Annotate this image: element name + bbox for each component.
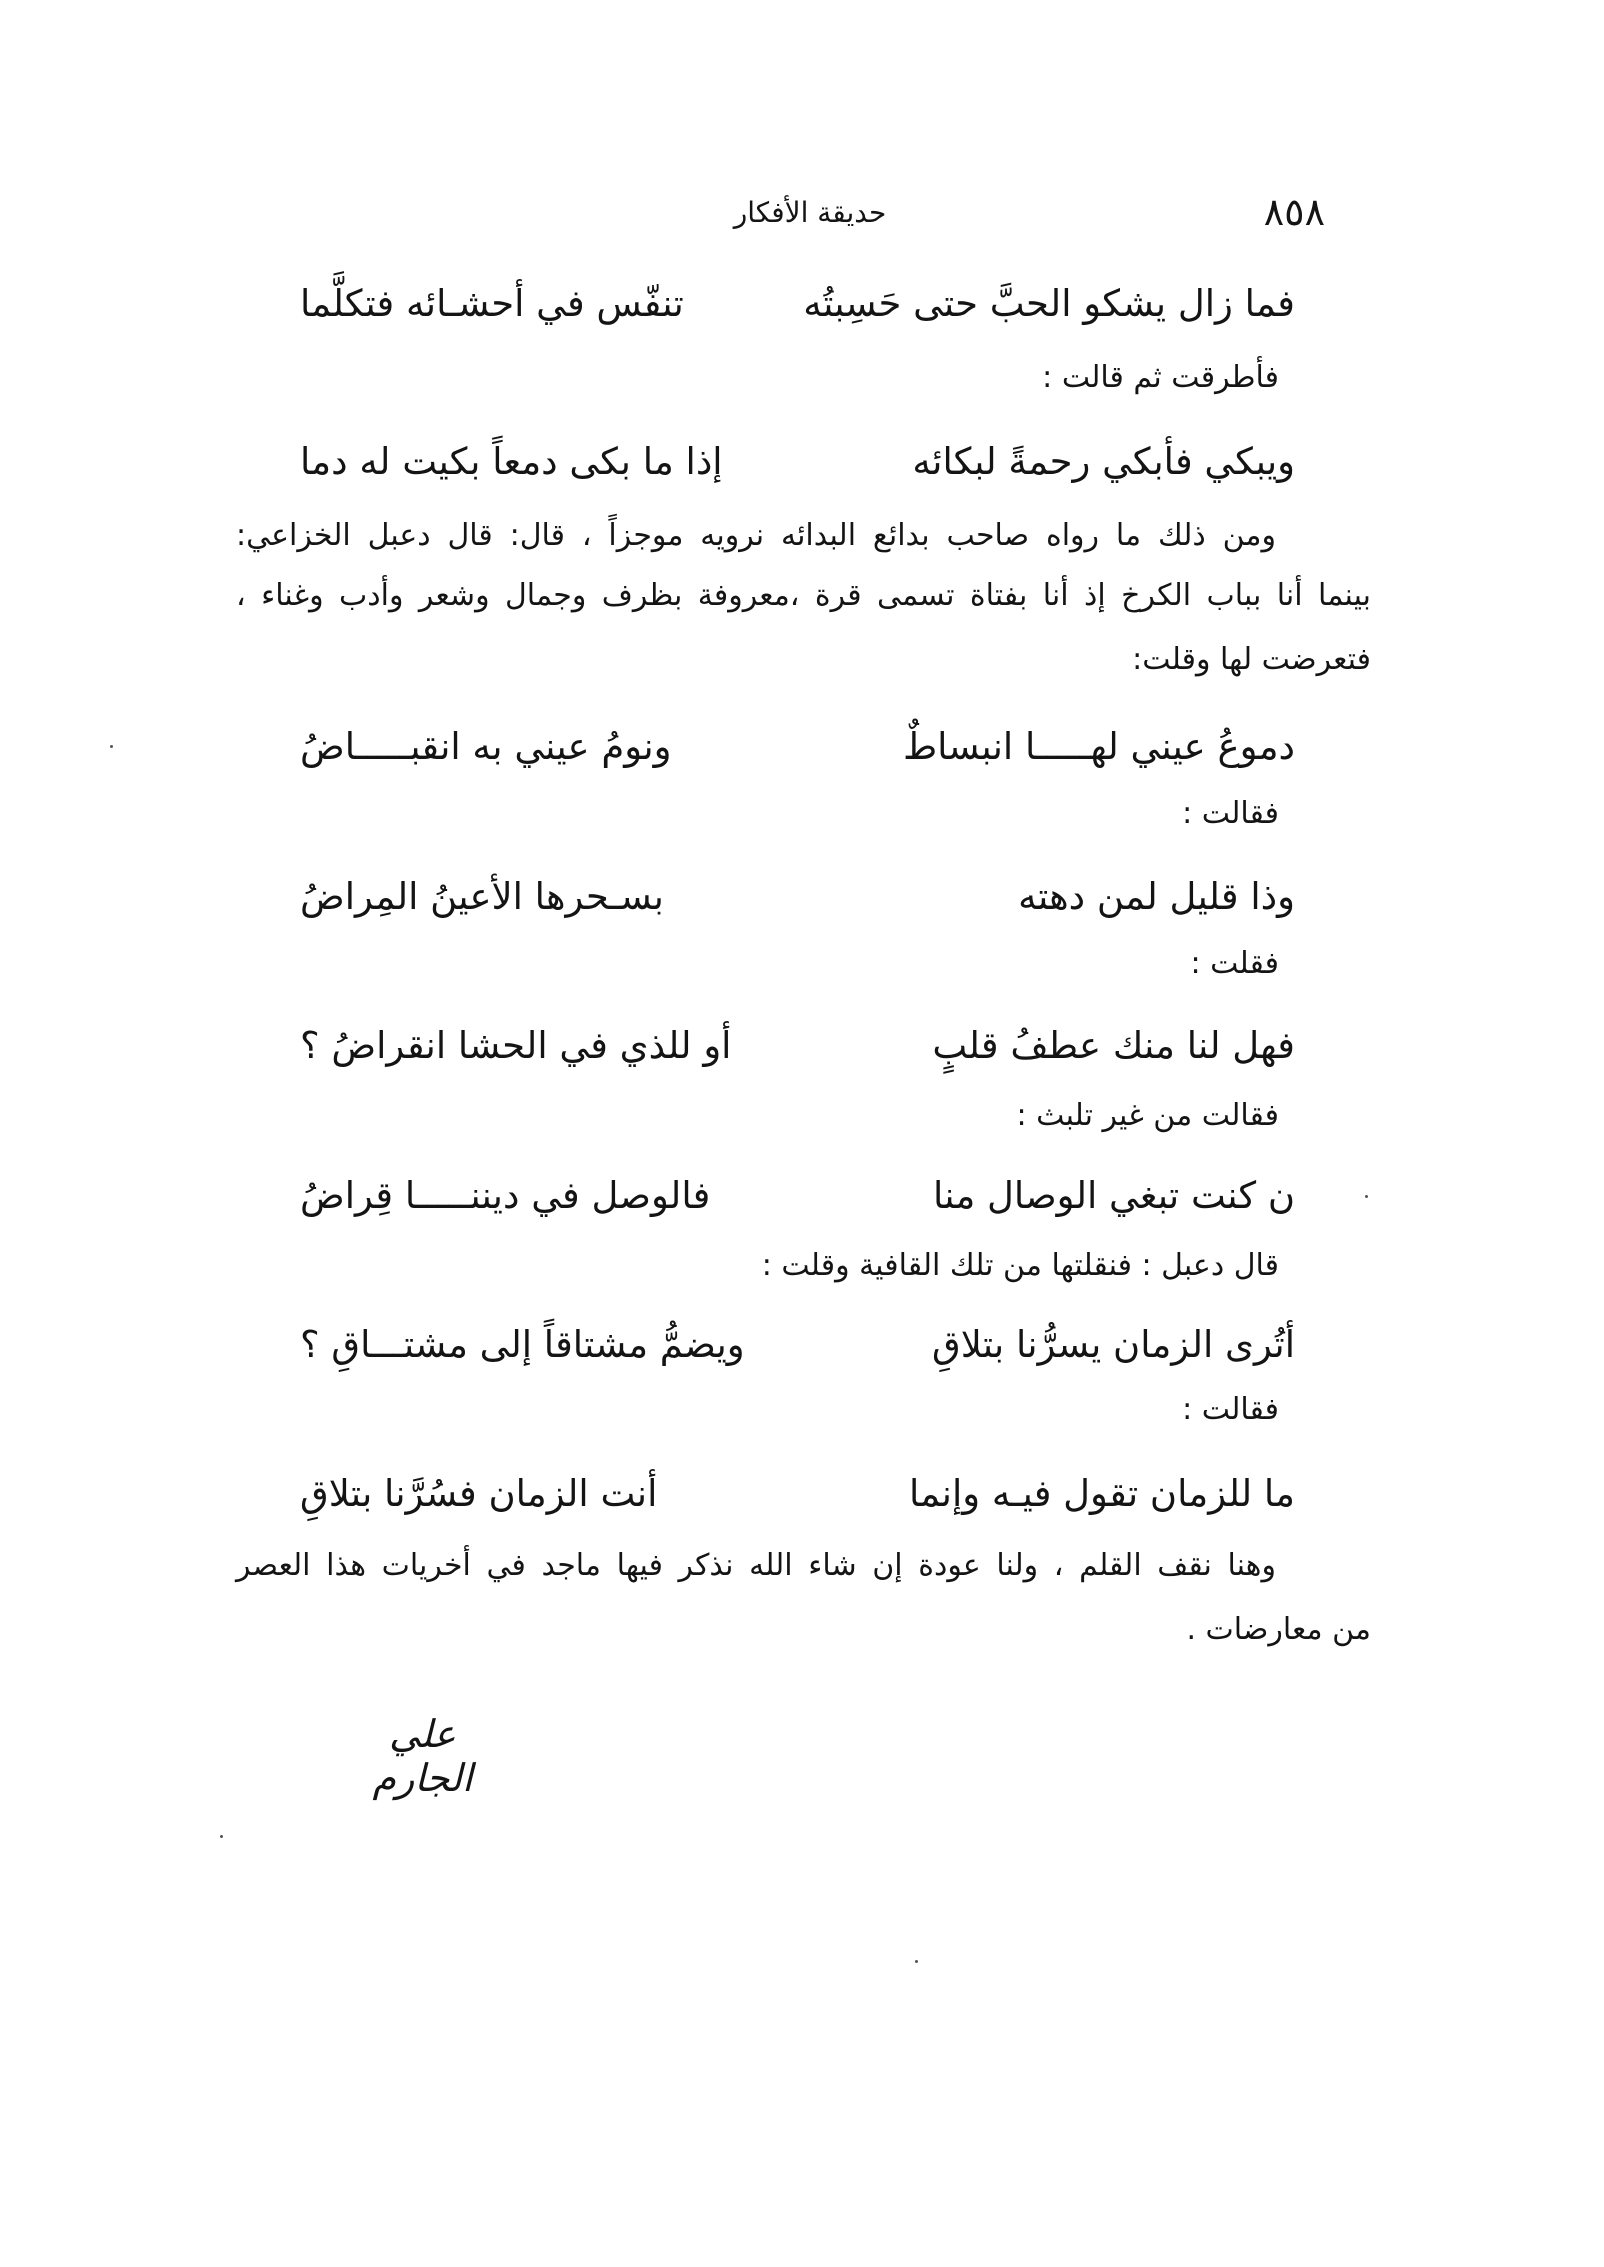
verse-line <box>300 1323 1295 1366</box>
verse-first-hemistich: فهل لنا منك عطفُ قلبٍ <box>932 1024 1295 1067</box>
prose-line: فتعرضت لها وقلت: <box>1132 642 1371 677</box>
verse-second-hemistich: تنفّس في أحشـائه فتكلَّما <box>300 282 684 325</box>
verse-first-hemistich: ن كنت تبغي الوصال منا <box>933 1174 1295 1217</box>
verse-first-hemistich: أتُرى الزمان يسرُّنا بتلاقِ <box>931 1323 1295 1366</box>
verse-first-hemistich: دموعُ عيني لهـــــا انبساطٌ <box>902 725 1295 768</box>
verse-line <box>300 1174 1295 1217</box>
verse-second-hemistich: أنت الزمان فسُرَّنا بتلاقِ <box>300 1472 658 1515</box>
scan-speck <box>220 1835 223 1838</box>
verse-first-hemistich: ما للزمان تقول فيـه وإنما <box>909 1472 1295 1515</box>
verse-line <box>300 1024 1295 1067</box>
verse-line <box>300 725 1295 768</box>
scan-speck <box>110 745 113 748</box>
verse-line <box>300 440 1295 483</box>
narration-line: فقالت : <box>1182 796 1279 831</box>
narration-line: فقالت : <box>1182 1392 1279 1427</box>
prose-line: وهنا نقف القلم ، ولنا عودة إن شاء الله نذكر فيها ماجد في أخريات هذا العصر <box>236 1548 1276 1583</box>
narration-line: قال دعبل : فنقلتها من تلك القافية وقلت : <box>761 1248 1279 1283</box>
prose-line: من معارضات . <box>1186 1612 1371 1647</box>
verse-second-hemistich: أو للذي في الحشا انقراضُ ؟ <box>300 1024 732 1067</box>
prose-line: ومن ذلك ما رواه صاحب بدائع البدائه نرويه موجزاً ، قال: قال دعبل الخزاعي: <box>236 518 1276 553</box>
narration-line: فأطرقت ثم قالت : <box>1042 360 1279 395</box>
verse-second-hemistich: ويضمُّ مشتاقاً إلى مشتـــاقِ ؟ <box>300 1323 745 1366</box>
page-number: ٨٥٨ <box>1263 190 1325 234</box>
narration-line: فقالت من غير تلبث : <box>1016 1098 1279 1133</box>
verse-first-hemistich: وذا قليل لمن دهته <box>1018 875 1295 918</box>
narration-line: فقلت : <box>1190 946 1279 981</box>
verse-line <box>300 282 1295 325</box>
verse-second-hemistich: بسـحرها الأعينُ المِراضُ <box>300 875 664 918</box>
scan-speck <box>915 1960 918 1963</box>
scan-speck <box>1365 1195 1368 1198</box>
verse-first-hemistich: ويبكي فأبكي رحمةً لبكائه <box>912 440 1295 483</box>
verse-second-hemistich: فالوصل في ديننـــــا قِراضُ <box>300 1174 711 1217</box>
author-signature: علي الجارم <box>372 1712 473 1800</box>
verse-second-hemistich: إذا ما بكى دمعاً بكيت له دما <box>300 440 723 483</box>
verse-line <box>300 1472 1295 1515</box>
verse-line <box>300 875 1295 918</box>
running-title: حديقة الأفكار <box>733 196 887 229</box>
verse-second-hemistich: ونومُ عيني به انقبـــــاضُ <box>300 725 672 768</box>
verse-first-hemistich: فما زال يشكو الحبَّ حتى حَسِبتُه <box>803 282 1295 325</box>
prose-line: بينما أنا بباب الكرخ إذ أنا بفتاة تسمى قرة ،معروفة بظرف وجمال وشعر وأدب وغناء ، <box>236 578 1371 613</box>
